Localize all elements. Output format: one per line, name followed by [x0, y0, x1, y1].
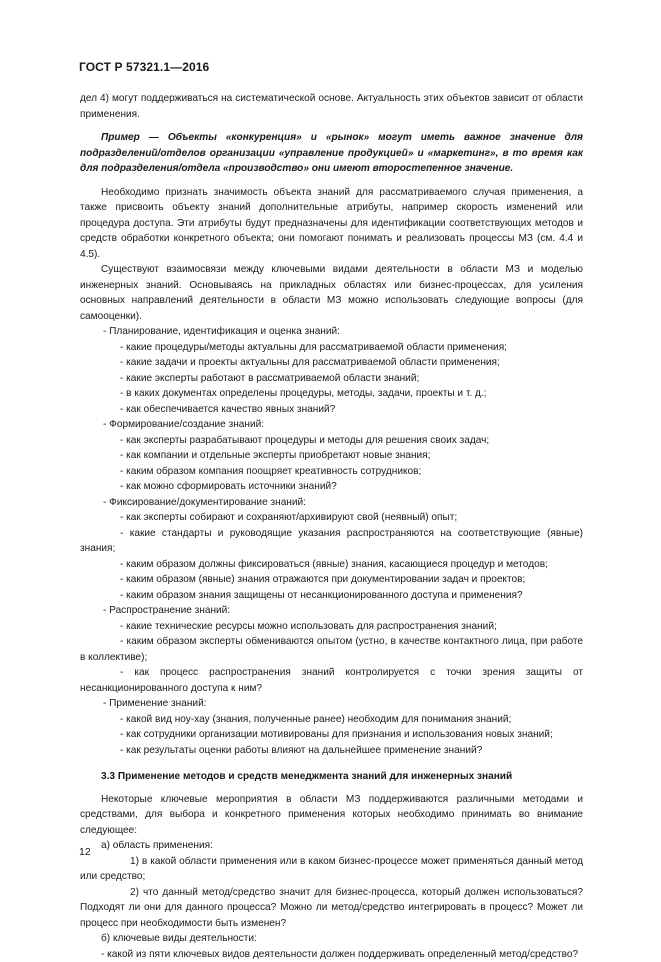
list-item: - каким образом знания защищены от несанкционированного доступа и применения? — [80, 588, 583, 604]
list-item: - какие эксперты работают в рассматриваемой области знаний; — [80, 371, 583, 387]
list-group-title: - Фиксирование/документирование знаний: — [80, 495, 583, 511]
list-item: - как результаты оценки работы влияют на дальнейшее применение знаний? — [80, 743, 583, 759]
list-item: - как обеспечивается качество явных знаний? — [80, 402, 583, 418]
list-item: - какие стандарты и руководящие указания распространяются на соответствующие (явные) знания; — [80, 526, 583, 557]
paragraph: Существуют взаимосвязи между ключевыми видами деятельности в области МЗ и моделью инженерных знаний. Основываясь на прикладных областях или бизнес-процессах, для усиления основных направлений деятельности в области МЗ можно использовать следующие вопросы (для самооценки). — [80, 262, 583, 324]
list-item: - как сотрудники организации мотивированы для признания и использования новых знаний; — [80, 727, 583, 743]
list-item: - как компании и отдельные эксперты приобретают новые знания; — [80, 448, 583, 464]
page-content — [80, 91, 583, 962]
list-item: - какой вид ноу-хау (знания, полученные ранее) необходим для понимания знаний; — [80, 712, 583, 728]
list-item: 1) в какой области применения или в каком бизнес-процессе может применяться данный метод или средство; — [80, 854, 583, 885]
paragraph: Необходимо признать значимость объекта знаний для рассматриваемого случая применения, а также присвоить объекту знаний дополнительные атрибуты, например скорость изменений или процедура доступа. Эти атрибуты будут предназначены для идентификации соответствующих методов и средств обработки конкретного объекта; они помогают понимать и реализовать процессы МЗ (см. 4.4 и 4.5). — [80, 185, 583, 263]
list-item: - какие задачи и проекты актуальны для рассматриваемой области применения; — [80, 355, 583, 371]
list-item: - как процесс распространения знаний контролируется с точки зрения защиты от несанкционированного доступа к ним? — [80, 665, 583, 696]
list-item: - какой из пяти ключевых видов деятельности должен поддерживать определенный метод/средство? — [80, 947, 583, 962]
list-item: - каким образом должны фиксироваться (явные) знания, касающиеся процедур и методов; — [80, 557, 583, 573]
list-item: 2) что данный метод/средство значит для бизнес-процесса, который должен использоваться? Подходят ли они для данного процесса? Можно ли метод/средство интегрировать в процесс? Может ли процесс при необходимости быть изменен? — [80, 885, 583, 932]
paragraph: Некоторые ключевые мероприятия в области МЗ поддерживаются различными методами и средствами, для выбора и конкретного применения которых необходимо принимать во внимание следующее: — [80, 792, 583, 839]
list-item: - в каких документах определены процедуры, методы, задачи, проекты и т. д.; — [80, 386, 583, 402]
section-heading: 3.3 Применение методов и средств менеджмента знаний для инженерных знаний — [80, 769, 583, 785]
list-group-title: - Применение знаний: — [80, 696, 583, 712]
list-group-title: - Планирование, идентификация и оценка знаний: — [80, 324, 583, 340]
list-item: - какие процедуры/методы актуальны для рассматриваемой области применения; — [80, 340, 583, 356]
list-item: - как можно сформировать источники знаний? — [80, 479, 583, 495]
list-item: - как эксперты разрабатывают процедуры и методы для решения своих задач; — [80, 433, 583, 449]
document-header: ГОСТ Р 57321.1—2016 — [79, 60, 209, 74]
list-item: - каким образом (явные) знания отражаются при документировании задач и проектов; — [80, 572, 583, 588]
list-item: - какие технические ресурсы можно использовать для распространения знаний; — [80, 619, 583, 635]
list-item: б) ключевые виды деятельности: — [80, 931, 583, 947]
example-note: Пример — Объекты «конкуренция» и «рынок» могут иметь важное значение для подразделений/отделов организации «управление продукцией» и «маркетинг», в то время как для подразделения/отдела «производство» они имеют второстепенное значение. — [80, 130, 583, 177]
list-item: - как эксперты собирают и сохраняют/архивируют свой (неявный) опыт; — [80, 510, 583, 526]
list-group-title: - Формирование/создание знаний: — [80, 417, 583, 433]
list-group-title: - Распространение знаний: — [80, 603, 583, 619]
list-item: - каким образом компания поощряет креативность сотрудников; — [80, 464, 583, 480]
paragraph: дел 4) могут поддерживаться на систематической основе. Актуальность этих объектов зависит от области применения. — [80, 91, 583, 122]
page-number: 12 — [79, 846, 91, 858]
list-item: - каким образом эксперты обмениваются опытом (устно, в качестве контактного лица, при работе в коллективе); — [80, 634, 583, 665]
list-item: а) область применения: — [80, 838, 583, 854]
